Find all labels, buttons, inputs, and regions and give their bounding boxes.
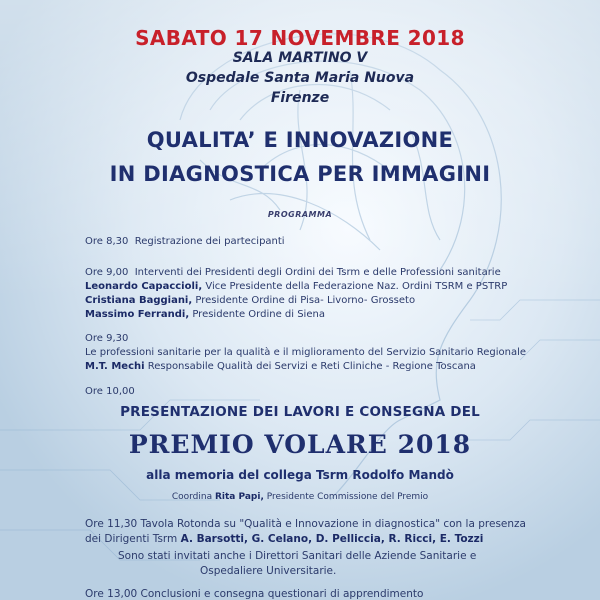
schedule-time: Ore 8,30 <box>85 236 129 247</box>
tavola-line-4: Ospedaliere Universitarie. <box>200 565 337 577</box>
speaker-name: M.T. Mechi <box>85 361 145 372</box>
schedule-time: Ore 9,00 <box>85 267 129 278</box>
schedule-time-1000: Ore 10,00 <box>85 386 135 397</box>
premio-title: PREMIO VOLARE 2018 <box>128 430 472 459</box>
schedule-item-0900 <box>85 267 501 278</box>
title-line-2: IN DIAGNOSTICA PER IMMAGINI <box>109 162 491 186</box>
presentazione-heading: PRESENTAZIONE DEI LAVORI E CONSEGNA DEL <box>120 404 480 420</box>
title-line-1: QUALITA’ E INNOVAZIONE <box>146 128 454 152</box>
schedule-time-0930: Ore 9,30 <box>85 333 129 344</box>
speaker-role: Presidente Ordine di Pisa- Livorno- Grosseto <box>195 295 416 306</box>
speaker-role: Responsabile Qualità dei Servizi e Reti Cliniche - Regione Toscana <box>147 361 476 372</box>
tavola-prefix: dei Dirigenti Tsrm <box>85 533 178 545</box>
speaker-ferrandi <box>85 309 325 320</box>
venue-hospital: Ospedale Santa Maria Nuova <box>185 70 415 86</box>
speaker-capaccioli <box>85 281 507 292</box>
speaker-role: Vice Presidente della Federazione Naz. Ordini TSRM e PSTRP <box>205 281 508 292</box>
tavola-line-1: Ore 11,30 Tavola Rotonda su "Qualità e Innovazione in diagnostica" con la presenza <box>85 518 526 530</box>
speaker-name: Cristiana Baggiani, <box>85 295 193 306</box>
closing-line: Ore 13,00 Conclusioni e consegna questionari di apprendimento <box>85 588 424 600</box>
speaker-name: Massimo Ferrandi, <box>85 309 190 320</box>
schedule-text: Interventi dei Presidenti degli Ordini dei Tsrm e delle Professioni sanitarie <box>134 267 501 278</box>
coordina-name: Rita Papi, <box>214 492 264 502</box>
tavola-line-3: Sono stati invitati anche i Direttori Sanitari delle Aziende Sanitarie e <box>118 550 477 562</box>
coordina-role: Presidente Commissione del Premio <box>266 492 429 502</box>
speaker-mechi <box>85 361 476 372</box>
tavola-names: A. Barsotti, G. Celano, D. Pelliccia, R. Ricci, E. Tozzi <box>180 533 484 545</box>
coordina-prefix: Coordina <box>171 492 213 502</box>
speaker-baggiani <box>85 295 415 306</box>
tavola-line-2 <box>85 533 483 545</box>
schedule-text: Registrazione dei partecipanti <box>134 236 285 247</box>
memoria-line: alla memoria del collega Tsrm Rodolfo Mandò <box>146 468 454 482</box>
programma-label: PROGRAMMA <box>267 210 333 219</box>
schedule-item-0830 <box>85 236 285 247</box>
event-date: SABATO 17 NOVEMBRE 2018 <box>135 26 465 50</box>
coordina-line <box>0 492 600 502</box>
venue-room: SALA MARTINO V <box>232 50 368 66</box>
speaker-name: Leonardo Capaccioli, <box>85 281 203 292</box>
venue-city: Firenze <box>270 90 330 106</box>
speaker-role: Presidente Ordine di Siena <box>192 309 325 320</box>
schedule-text-0930: Le professioni sanitarie per la qualità e il miglioramento del Servizio Sanitario Regionale <box>85 347 527 358</box>
